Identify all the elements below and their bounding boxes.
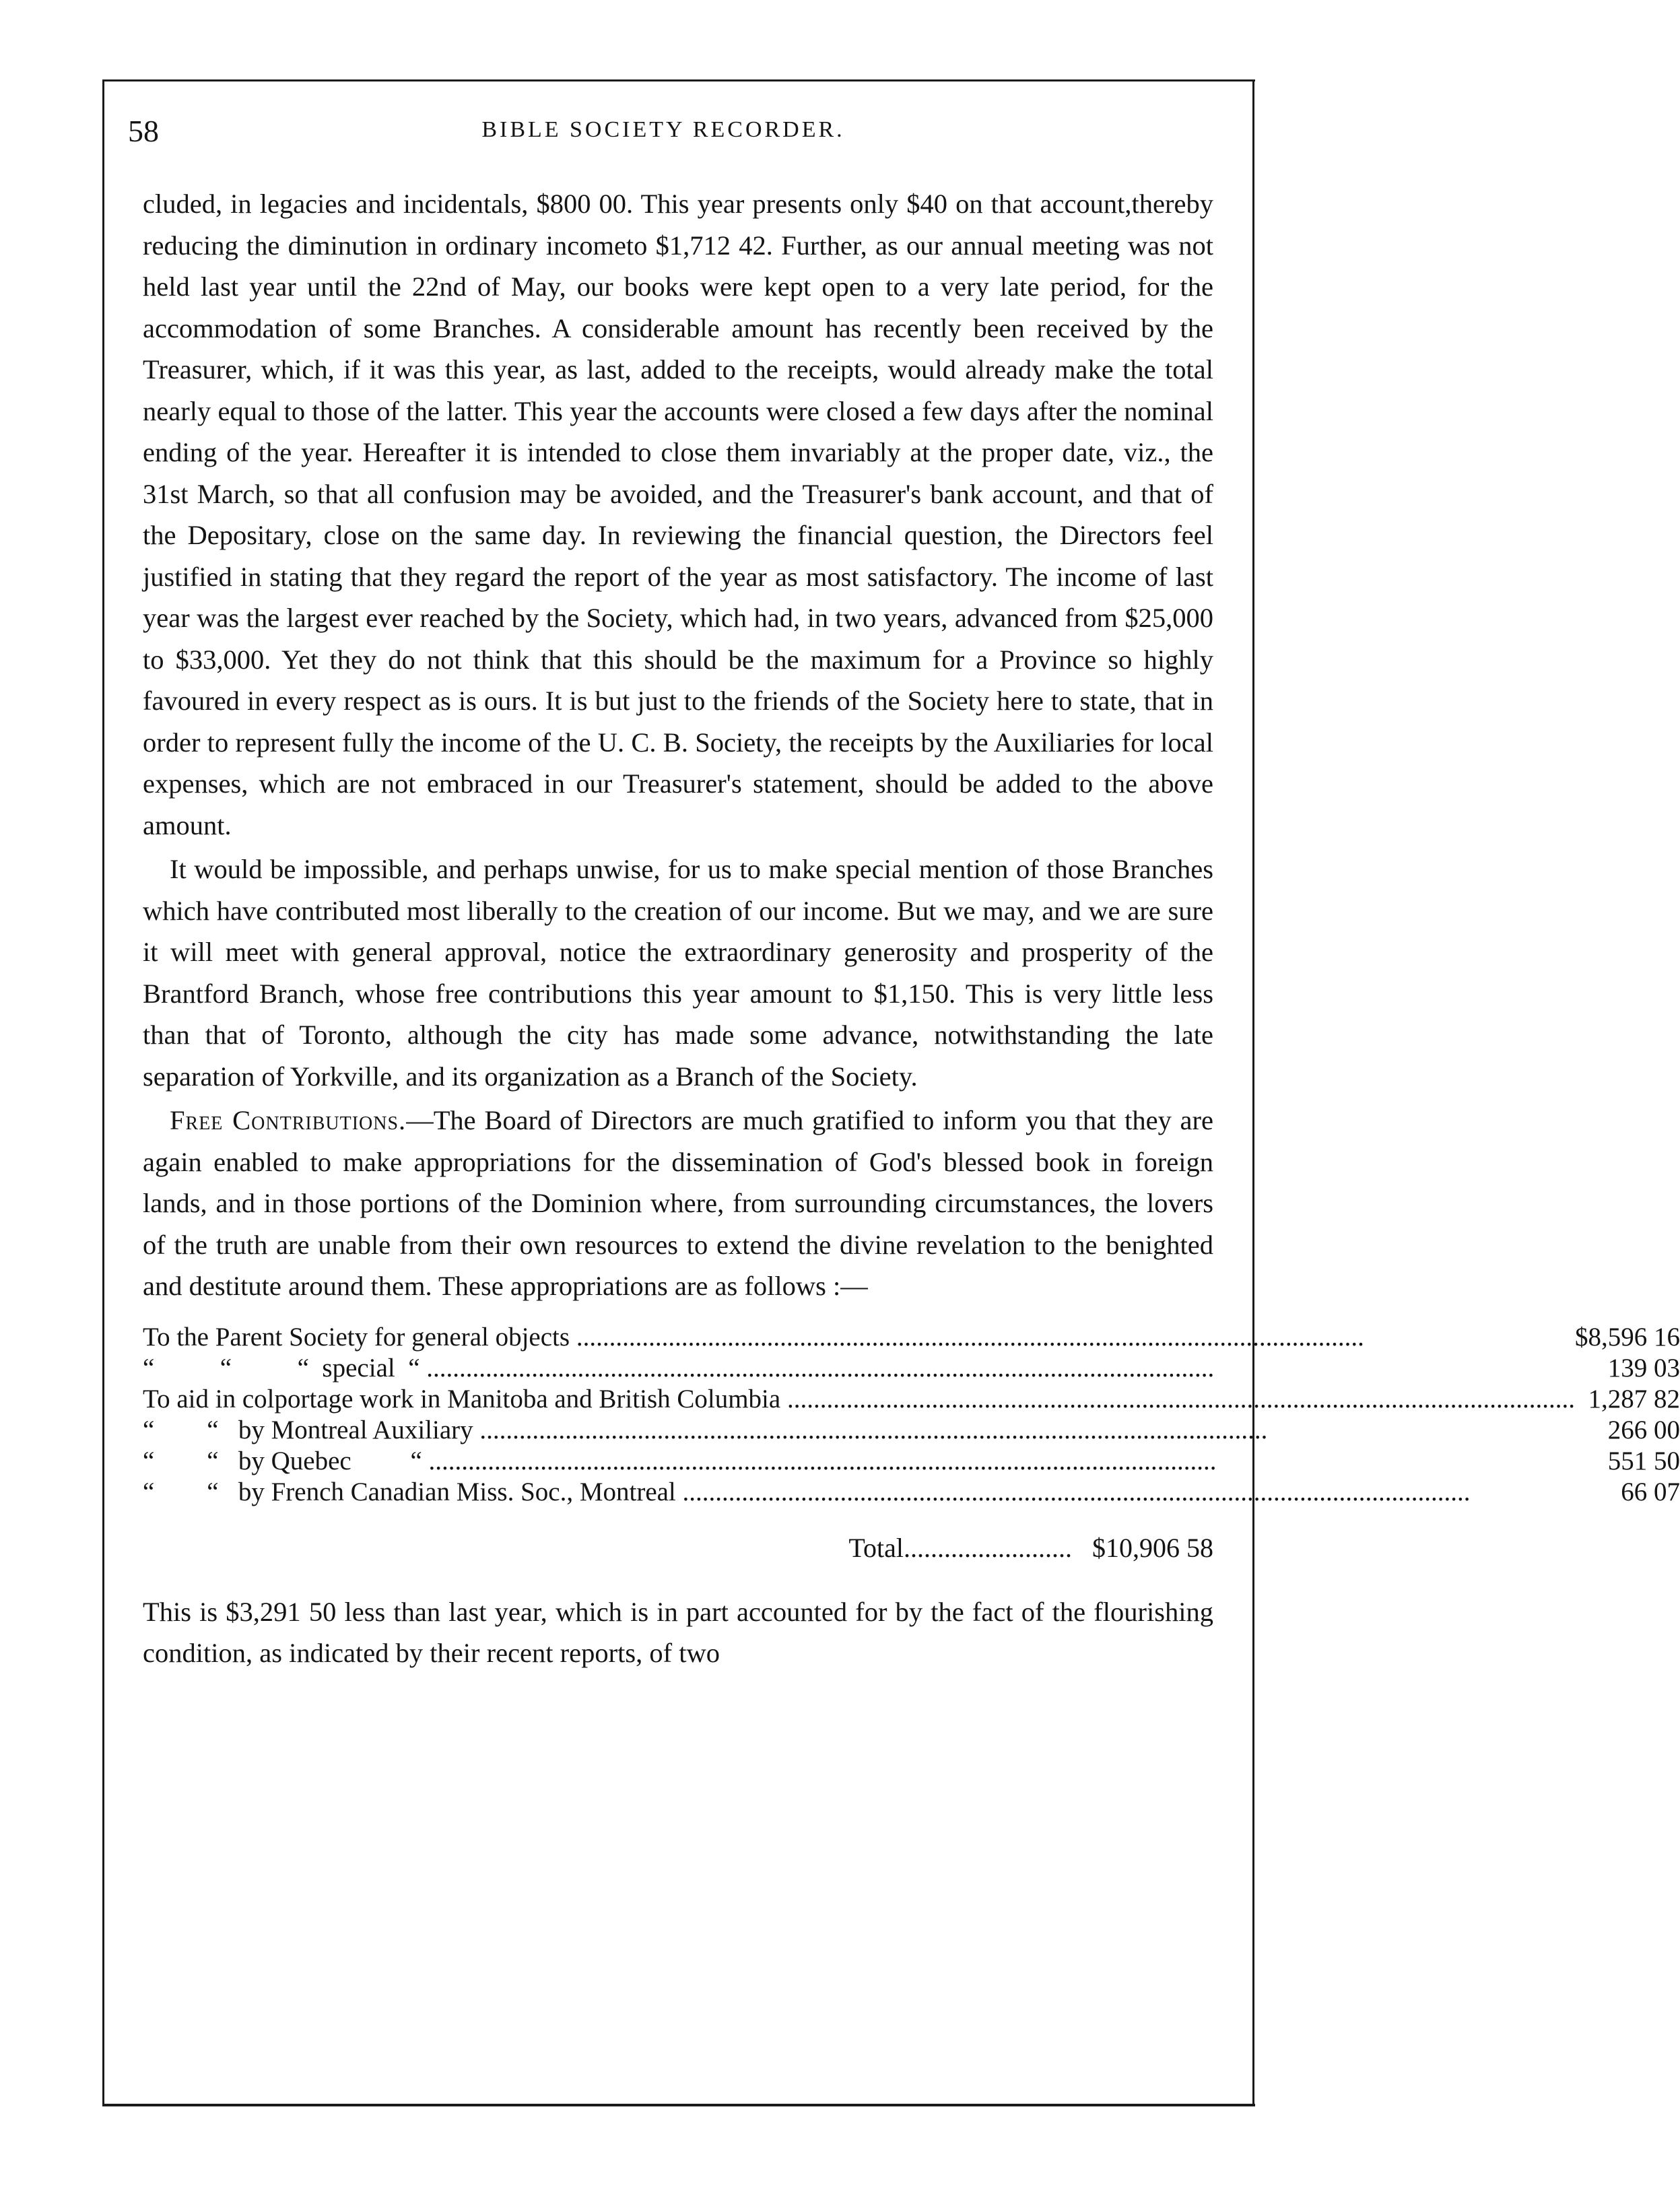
- dot-leader: ........................................................................................................................: [570, 1322, 1364, 1352]
- bottom-border-rule: [102, 2104, 1255, 2106]
- running-head: BIBLE SOCIETY RECORDER.: [481, 117, 845, 142]
- free-contributions-text: —The Board of Directors are much gratified to inform you that they are again enabled to make appropriations for the dissemination of God's blessed book in foreign lands, and in those portions of the Dominion where, from surrounding circumstances, the lovers of the truth are unable from their own resources to extend the divine revelation to the benighted and destitute around them. These appropriations are as follows :—: [143, 1105, 1213, 1301]
- total-row: [143, 1528, 1213, 1568]
- table-row: [143, 1477, 1680, 1508]
- paragraph-branches: It would be impossible, and perhaps unwise, for us to make special mention of those Branches which have contributed most liberally to the creation of our income. But we may, and we are sure it will meet with general approval, notice the extraordinary generosity and prosperity of the Brantford Branch, whose free contributions this year amount to $1,150. This is very little less than that of Toronto, although the city has made some advance, notwithstanding the late separation of Yorkville, and its organization as a Branch of the Society.: [143, 854, 1213, 1092]
- row-label: “ “ “ special “ ........................................................................................................................: [143, 1353, 1215, 1383]
- table-row: [143, 1446, 1680, 1477]
- total-leader: .........................: [904, 1532, 1072, 1563]
- dot-leader: ........................................................................................................................: [473, 1415, 1268, 1444]
- dot-leader: ........................................................................................................................: [780, 1384, 1575, 1413]
- paragraph-financial-report: cluded, in legacies and incidentals, $800 00. This year presents only $40 on that account,thereby reducing the diminution in ordinary incometo $1,712 42. Further, as our annual meeting was not held last year until the 22nd of May, our books were kept open to a very late period, for the accommodation of some Branches. A considerable amount has recently been received by the Treasurer, which, if it was this year, as last, added to the receipts, would already make the total nearly equal to those of the latter. This year the accounts were closed a few days after the nominal ending of the year. Hereafter it is intended to close them invariably at the proper date, viz., the 31st March, so that all confusion may be avoided, and the Treasurer's bank account, and that of the Depositary, close on the same day. In reviewing the financial question, the Directors feel justified in stating that they regard the report of the year as most satisfactory. The income of last year was the largest ever reached by the Society, which had, in two years, advanced from $25,000 to $33,000. Yet they do not think that this should be the maximum for a Province so highly favoured in every respect as is ours. It is but just to the friends of the Society here to state, that in order to represent fully the income of the U. C. B. Society, the receipts by the Auxiliaries for local expenses, which are not embraced in our Treasurer's statement, should be added to the above amount.: [143, 189, 1213, 840]
- row-amount: 266 00: [1607, 1415, 1680, 1444]
- paragraph-free-contributions: [143, 1100, 1213, 1307]
- page-header: [128, 113, 1199, 154]
- dot-leader: ........................................................................................................................: [422, 1446, 1217, 1475]
- page-number: 58: [128, 114, 159, 148]
- row-label: “ “ by Quebec “ ........................................................................................................................: [143, 1446, 1217, 1475]
- dot-leader: ........................................................................................................................: [419, 1353, 1215, 1383]
- dot-leader: ........................................................................................................................: [675, 1477, 1471, 1506]
- row-amount: $8,596 16: [1574, 1322, 1680, 1352]
- table-row: [143, 1415, 1680, 1446]
- table-row: [143, 1384, 1680, 1415]
- closing-paragraph: This is $3,291 50 less than last year, which is in part accounted for by the fact of the flourishing condition, as indicated by their recent reports, of two: [143, 1596, 1213, 1668]
- row-amount: 1,287 82: [1588, 1384, 1680, 1413]
- page-body: [143, 183, 1680, 1677]
- table-row: [143, 1322, 1680, 1353]
- table-row: [143, 1353, 1680, 1384]
- left-border-rule: [102, 79, 104, 2105]
- appropriations-table: [143, 1322, 1680, 1508]
- right-border-rule: [1252, 79, 1254, 2105]
- top-border-rule: [102, 79, 1255, 81]
- free-contributions-heading: Free Contributions.: [170, 1105, 407, 1135]
- row-label: To the Parent Society for general objects ........................................................................................................................: [143, 1322, 1364, 1352]
- row-label: To aid in colportage work in Manitoba and British Columbia ........................................................................................................................: [143, 1384, 1575, 1413]
- total-amount: $10,906 58: [1092, 1532, 1213, 1563]
- total-label: Total: [848, 1532, 904, 1563]
- row-amount: 139 03: [1607, 1353, 1680, 1383]
- row-label: “ “ by French Canadian Miss. Soc., Montreal ........................................................................................................................: [143, 1477, 1471, 1506]
- row-amount: 66 07: [1621, 1477, 1680, 1506]
- row-label: “ “ by Montreal Auxiliary ........................................................................................................................: [143, 1415, 1268, 1444]
- row-amount: 551 50: [1607, 1446, 1680, 1475]
